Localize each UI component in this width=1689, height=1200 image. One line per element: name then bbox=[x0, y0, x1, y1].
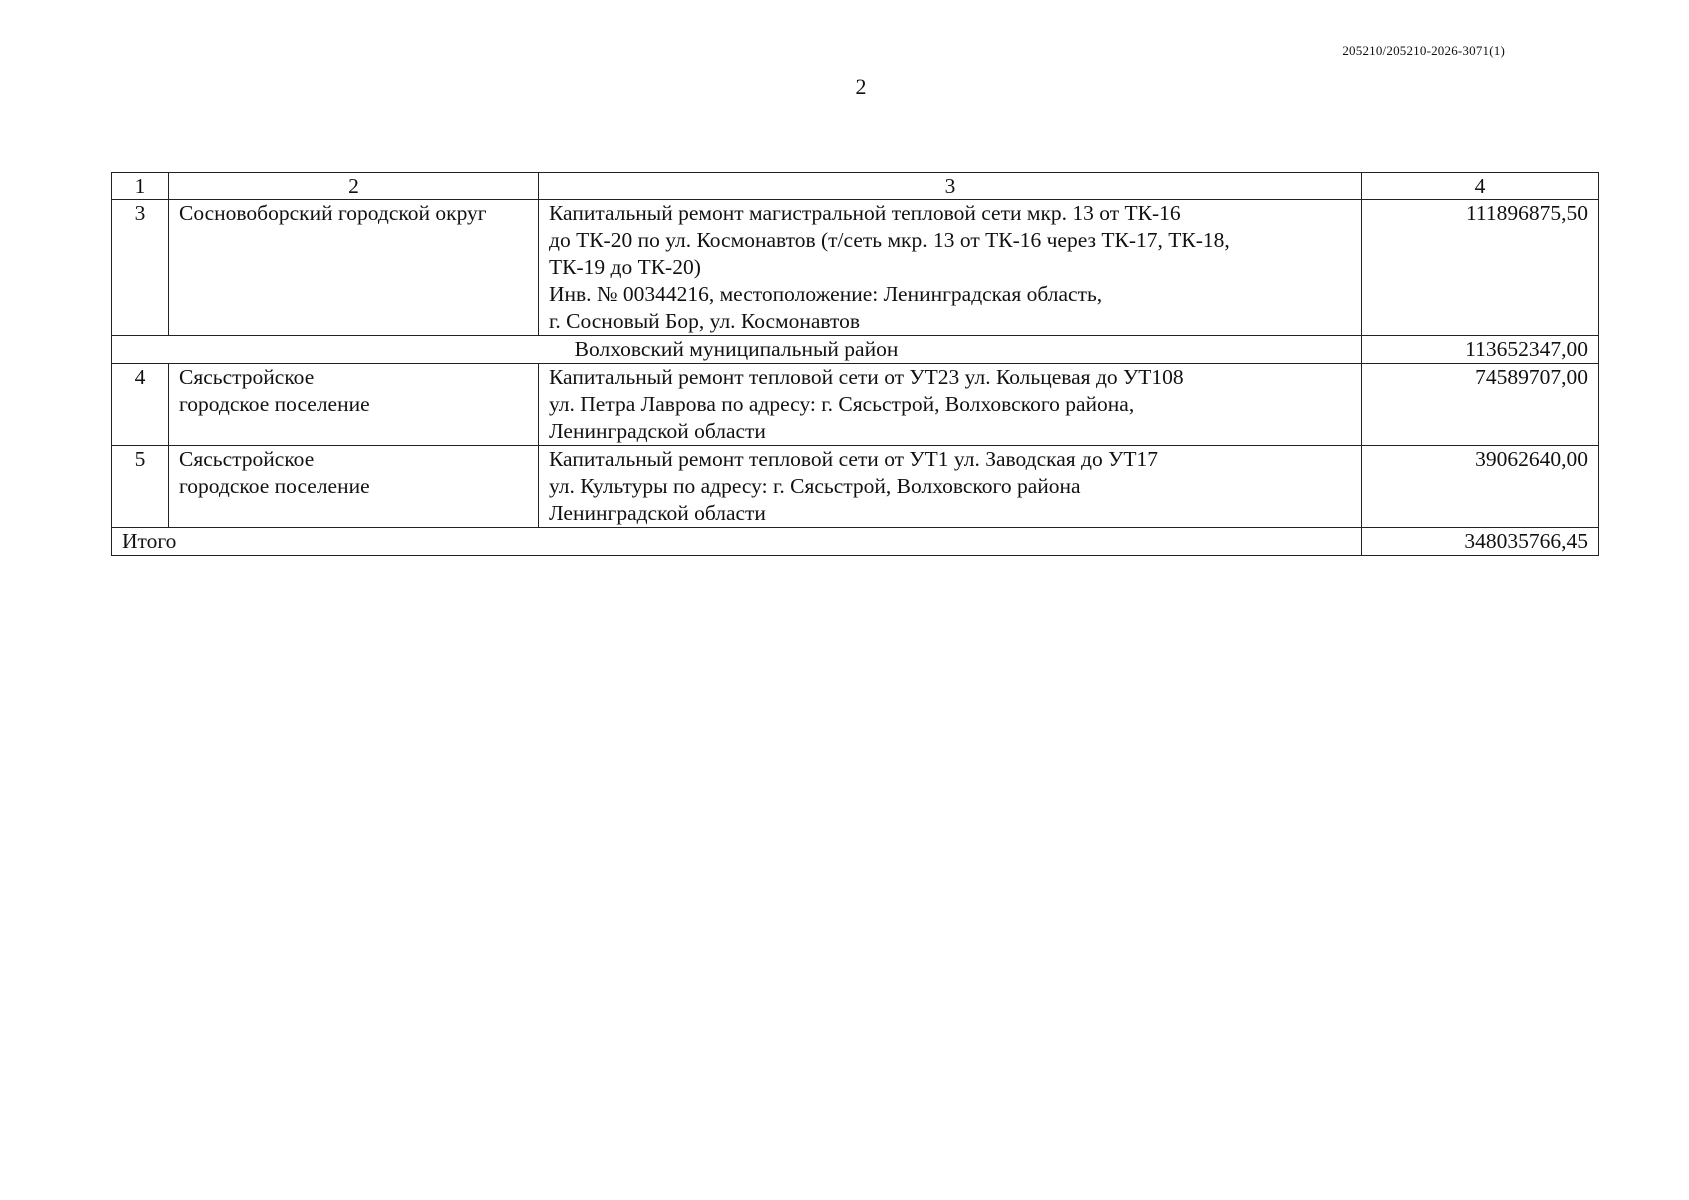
column-number-2: 2 bbox=[169, 173, 539, 200]
total-amount: 348035766,45 bbox=[1362, 528, 1599, 556]
amount-cell: 74589707,00 bbox=[1362, 364, 1599, 446]
description-line: до ТК-20 по ул. Космонавтов (т/сеть мкр. 13 от ТК-16 через ТК-17, ТК-18, bbox=[549, 228, 1230, 252]
total-row bbox=[112, 528, 1599, 556]
municipality-line: городское поселение bbox=[179, 474, 370, 498]
municipality-line: Сосновоборский городской округ bbox=[179, 201, 487, 225]
amount-cell: 39062640,00 bbox=[1362, 446, 1599, 528]
description-line: ул. Петра Лаврова по адресу: г. Сясьстрой, Волховского района, bbox=[549, 392, 1135, 416]
description-line: Капитальный ремонт тепловой сети от УТ1 ул. Заводская до УТ17 bbox=[549, 447, 1158, 471]
municipality-cell bbox=[169, 200, 539, 336]
row-number: 5 bbox=[112, 446, 169, 528]
allocation-table bbox=[111, 172, 1599, 556]
column-number-1: 1 bbox=[112, 173, 169, 200]
description-line: Ленинградской области bbox=[549, 419, 766, 443]
municipality-line: Сясьстройское bbox=[179, 447, 315, 471]
description-line: г. Сосновый Бор, ул. Космонавтов bbox=[549, 309, 861, 333]
total-label: Итого bbox=[112, 528, 1362, 556]
page-number: 2 bbox=[855, 74, 867, 99]
description-line: ул. Культуры по адресу: г. Сясьстрой, Волховского района bbox=[549, 474, 1081, 498]
description-line: ТК-19 до ТК-20) bbox=[549, 255, 701, 279]
table-row bbox=[112, 446, 1599, 528]
document-id: 205210/205210-2026-3071(1) bbox=[1342, 43, 1505, 58]
amount-cell: 111896875,50 bbox=[1362, 200, 1599, 336]
description-cell bbox=[539, 446, 1362, 528]
municipality-line: городское поселение bbox=[179, 392, 370, 416]
column-number-row bbox=[112, 173, 1599, 200]
column-number-4: 4 bbox=[1362, 173, 1599, 200]
row-number: 4 bbox=[112, 364, 169, 446]
description-line: Капитальный ремонт тепловой сети от УТ23 ул. Кольцевая до УТ108 bbox=[549, 365, 1184, 389]
column-number-3: 3 bbox=[539, 173, 1362, 200]
municipality-cell bbox=[169, 364, 539, 446]
region-label: Волховский муниципальный район bbox=[112, 336, 1362, 364]
description-line: Инв. № 00344216, местоположение: Ленинградская область, bbox=[549, 282, 1103, 306]
description-line: Ленинградской области bbox=[549, 501, 766, 525]
region-subtotal-row bbox=[112, 336, 1599, 364]
table-row bbox=[112, 364, 1599, 446]
municipality-line: Сясьстройское bbox=[179, 365, 315, 389]
description-cell bbox=[539, 200, 1362, 336]
region-amount: 113652347,00 bbox=[1362, 336, 1599, 364]
table-row bbox=[112, 200, 1599, 336]
description-cell bbox=[539, 364, 1362, 446]
description-line: Капитальный ремонт магистральной тепловой сети мкр. 13 от ТК-16 bbox=[549, 201, 1181, 225]
municipality-cell bbox=[169, 446, 539, 528]
row-number: 3 bbox=[112, 200, 169, 336]
